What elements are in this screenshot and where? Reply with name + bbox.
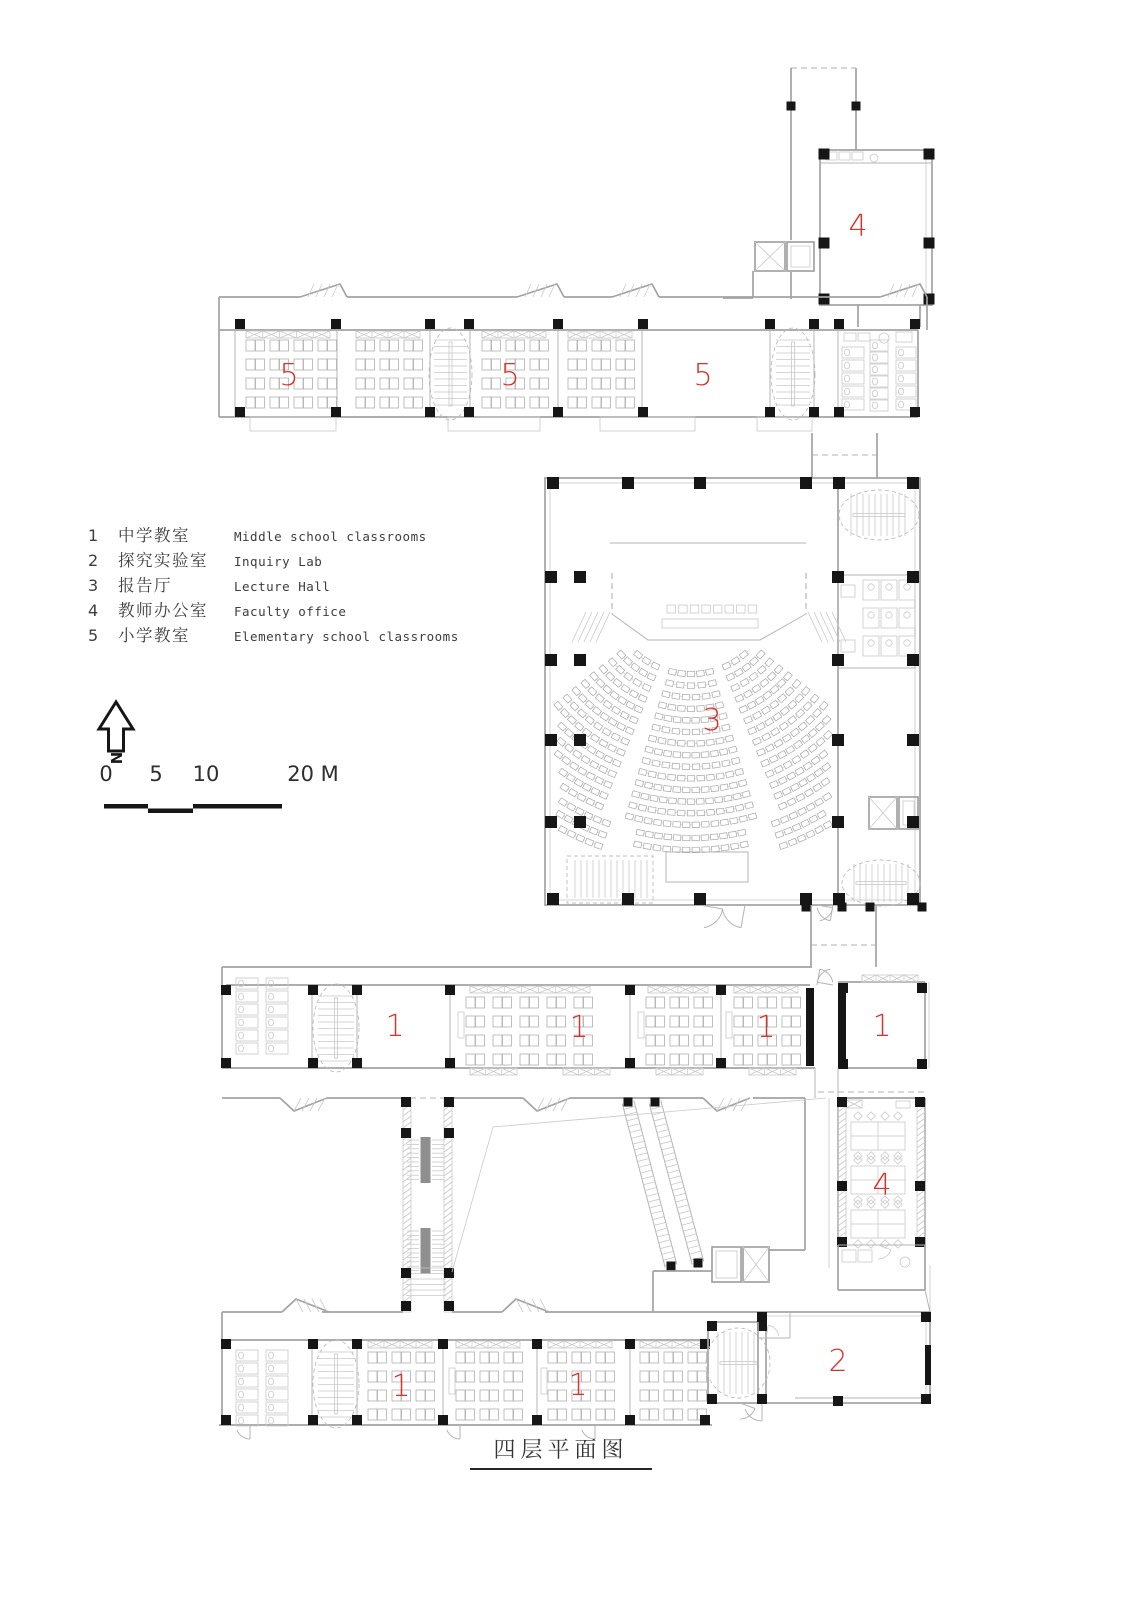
room-label-1: 1 [872,1009,892,1045]
legend-number: 3 [88,575,99,595]
legend-number: 4 [88,600,99,620]
legend-row-5 [88,622,459,647]
north-letter: N [107,751,125,765]
room-label-5: 5 [693,358,713,394]
plan-title: 四层平面图 [493,1438,629,1463]
legend-name-en: Lecture Hall [234,578,331,594]
legend-row-1 [88,522,459,547]
legend-number: 2 [88,550,99,570]
room-label-3: 3 [702,703,722,739]
legend-row-4 [88,597,459,622]
legend [88,522,459,646]
scale-label: 10 [192,762,220,786]
legend-name-zh: 报告厅 [118,575,172,595]
legend-name-zh: 探究实验室 [118,550,208,570]
scale-label: 20 M [287,762,339,786]
legend-name-en: Inquiry Lab [234,553,323,569]
legend-row-3 [88,572,459,597]
legend-number: 1 [88,526,99,545]
room-label-1: 1 [391,1369,411,1405]
room-label-4: 4 [848,209,868,245]
scale-label: 5 [149,762,163,786]
legend-name-zh: 小学教室 [118,625,190,645]
room-label-1: 1 [385,1009,405,1045]
room-label-5: 5 [500,358,520,394]
legend-name-zh: 教师办公室 [118,600,208,620]
legend-name-en: Elementary school classrooms [234,628,459,644]
room-label-1: 1 [568,1368,588,1404]
room-label-1: 1 [569,1010,589,1046]
legend-name-en: Faculty office [234,603,347,619]
room-label-2: 2 [828,1344,848,1380]
room-label-4: 4 [872,1168,892,1204]
legend-name-en: Middle school classrooms [234,529,427,544]
scale-label: 0 [99,762,113,786]
legend-row-2 [88,547,459,572]
legend-name-zh: 中学教室 [118,526,190,545]
room-label-1: 1 [756,1010,776,1046]
room-label-5: 5 [279,358,299,394]
legend-number: 5 [88,625,99,645]
